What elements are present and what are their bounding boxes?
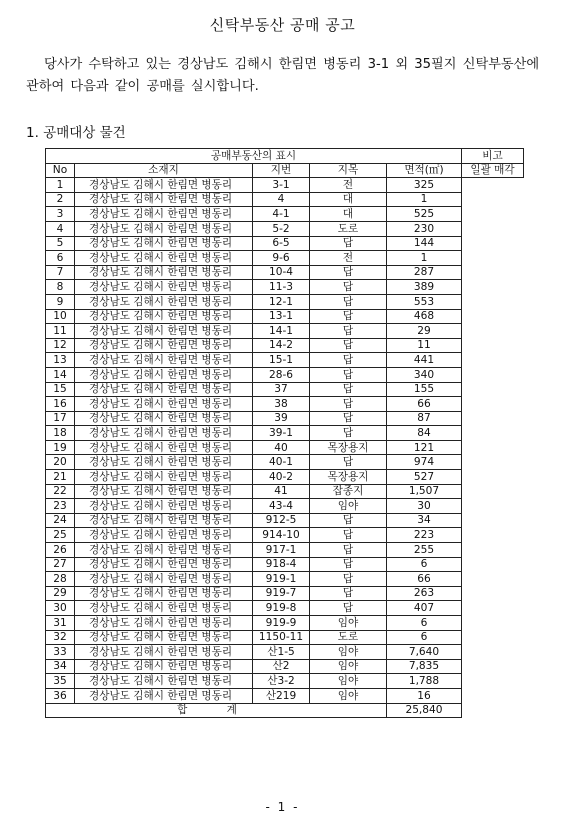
table-row — [46, 397, 524, 412]
row-number: 5 — [46, 236, 75, 251]
row-number: 8 — [46, 280, 75, 295]
row-area: 6 — [387, 630, 462, 645]
table-row — [46, 528, 524, 543]
row-location: 경상남도 김해시 한림면 병동리 — [75, 645, 253, 660]
row-area: 389 — [387, 280, 462, 295]
property-rows — [46, 178, 524, 703]
row-number: 6 — [46, 251, 75, 266]
row-land-type: 답 — [310, 397, 387, 412]
row-lot-number: 10-4 — [253, 265, 310, 280]
row-area: 87 — [387, 411, 462, 426]
row-lot-number: 919-8 — [253, 601, 310, 616]
remarks-cell: 일괄 매각 — [462, 163, 524, 178]
row-area: 1 — [387, 192, 462, 207]
row-number: 9 — [46, 294, 75, 309]
row-area: 6 — [387, 616, 462, 631]
table-row — [46, 616, 524, 631]
remarks-header: 비고 — [462, 149, 524, 164]
table-row — [46, 221, 524, 236]
row-lot-number: 919-1 — [253, 572, 310, 587]
table-row — [46, 630, 524, 645]
total-label-cell — [46, 703, 387, 718]
column-header-area: 면적(㎡) — [387, 163, 462, 178]
row-land-type: 임야 — [310, 688, 387, 703]
row-lot-number: 43-4 — [253, 499, 310, 514]
row-land-type: 답 — [310, 265, 387, 280]
section-heading: 1. 공매대상 물건 — [26, 125, 126, 141]
row-location: 경상남도 김해시 한림면 병동리 — [75, 309, 253, 324]
row-lot-number: 28-6 — [253, 367, 310, 382]
row-location: 경상남도 김해시 한림면 병동리 — [75, 397, 253, 412]
row-land-type: 답 — [310, 382, 387, 397]
row-lot-number: 1150-11 — [253, 630, 310, 645]
row-location: 경상남도 김해시 한림면 병동리 — [75, 251, 253, 266]
row-lot-number: 40-2 — [253, 470, 310, 485]
row-land-type: 목장용지 — [310, 440, 387, 455]
row-location: 경상남도 김해시 한림면 병동리 — [75, 207, 253, 222]
row-location: 경상남도 김해시 한림면 병동리 — [75, 353, 253, 368]
row-location: 경상남도 김해시 한림면 병동리 — [75, 294, 253, 309]
row-location: 경상남도 김해시 한림면 병동리 — [75, 630, 253, 645]
row-area: 1 — [387, 251, 462, 266]
row-location: 경상남도 김해시 한림면 병동리 — [75, 513, 253, 528]
row-area: 34 — [387, 513, 462, 528]
row-lot-number: 41 — [253, 484, 310, 499]
row-number: 13 — [46, 353, 75, 368]
row-area: 11 — [387, 338, 462, 353]
row-lot-number: 11-3 — [253, 280, 310, 295]
group-header: 공매부동산의 표시 — [46, 149, 462, 164]
row-land-type: 답 — [310, 543, 387, 558]
table-row — [46, 674, 524, 689]
table-row — [46, 513, 524, 528]
row-number: 24 — [46, 513, 75, 528]
row-number: 14 — [46, 367, 75, 382]
total-label: 합 계 — [177, 704, 255, 717]
table-row — [46, 659, 524, 674]
table-row — [46, 484, 524, 499]
row-number: 31 — [46, 616, 75, 631]
row-lot-number: 12-1 — [253, 294, 310, 309]
row-number: 7 — [46, 265, 75, 280]
row-location: 경상남도 김해시 한림면 병동리 — [75, 338, 253, 353]
row-number: 2 — [46, 192, 75, 207]
row-land-type: 답 — [310, 353, 387, 368]
row-land-type: 답 — [310, 557, 387, 572]
row-location: 경상남도 김해시 한림면 병동리 — [75, 543, 253, 558]
row-area: 6 — [387, 557, 462, 572]
row-location: 경상남도 김해시 한림면 병동리 — [75, 236, 253, 251]
row-area: 230 — [387, 221, 462, 236]
table-row — [46, 353, 524, 368]
row-location: 경상남도 김해시 한림면 병동리 — [75, 601, 253, 616]
row-number: 16 — [46, 397, 75, 412]
row-location: 경상남도 김해시 한림면 병동리 — [75, 557, 253, 572]
row-land-type: 답 — [310, 426, 387, 441]
row-area: 66 — [387, 572, 462, 587]
table-row — [46, 440, 524, 455]
row-location: 경상남도 김해시 한림면 병동리 — [75, 178, 253, 193]
row-lot-number: 13-1 — [253, 309, 310, 324]
row-area: 84 — [387, 426, 462, 441]
row-area: 66 — [387, 397, 462, 412]
column-header-location: 소재지 — [75, 163, 253, 178]
row-land-type: 도로 — [310, 221, 387, 236]
row-number: 34 — [46, 659, 75, 674]
row-location: 경상남도 김해시 한림면 병동리 — [75, 324, 253, 339]
row-location: 경상남도 김해시 한림면 병동리 — [75, 426, 253, 441]
row-lot-number: 6-5 — [253, 236, 310, 251]
row-lot-number: 5-2 — [253, 221, 310, 236]
row-location: 경상남도 김해시 한림면 병동리 — [75, 616, 253, 631]
row-land-type: 임야 — [310, 674, 387, 689]
row-number: 26 — [46, 543, 75, 558]
row-lot-number: 917-1 — [253, 543, 310, 558]
row-area: 553 — [387, 294, 462, 309]
row-number: 20 — [46, 455, 75, 470]
row-area: 7,835 — [387, 659, 462, 674]
row-lot-number: 4-1 — [253, 207, 310, 222]
table-row — [46, 688, 524, 703]
row-land-type: 전 — [310, 251, 387, 266]
row-number: 33 — [46, 645, 75, 660]
row-lot-number: 15-1 — [253, 353, 310, 368]
row-number: 25 — [46, 528, 75, 543]
row-number: 30 — [46, 601, 75, 616]
row-lot-number: 919-9 — [253, 616, 310, 631]
row-land-type: 답 — [310, 572, 387, 587]
row-area: 144 — [387, 236, 462, 251]
row-lot-number: 918-4 — [253, 557, 310, 572]
row-area: 287 — [387, 265, 462, 280]
table-row — [46, 367, 524, 382]
row-number: 36 — [46, 688, 75, 703]
row-number: 11 — [46, 324, 75, 339]
row-location: 경상남도 김해시 한림면 병동리 — [75, 192, 253, 207]
row-area: 1,507 — [387, 484, 462, 499]
row-area: 974 — [387, 455, 462, 470]
row-area: 155 — [387, 382, 462, 397]
row-lot-number: 9-6 — [253, 251, 310, 266]
table-row — [46, 601, 524, 616]
total-row — [46, 703, 524, 718]
row-area: 255 — [387, 543, 462, 558]
row-lot-number: 산1-5 — [253, 645, 310, 660]
row-area: 29 — [387, 324, 462, 339]
row-area: 325 — [387, 178, 462, 193]
row-land-type: 임야 — [310, 616, 387, 631]
row-land-type: 대 — [310, 192, 387, 207]
row-land-type: 답 — [310, 455, 387, 470]
table-row — [46, 645, 524, 660]
row-land-type: 답 — [310, 367, 387, 382]
row-land-type: 답 — [310, 338, 387, 353]
row-lot-number: 3-1 — [253, 178, 310, 193]
row-location: 경상남도 김해시 한림면 병동리 — [75, 470, 253, 485]
property-table — [45, 148, 524, 718]
row-location: 경상남도 김해시 한림면 병동리 — [75, 528, 253, 543]
intro-paragraph: 당사가 수탁하고 있는 경상남도 김해시 한림면 병동리 3-1 외 35필지 신탁부동산에 관하여 다음과 같이 공매를 실시합니다. — [26, 57, 540, 94]
table-row — [46, 207, 524, 222]
row-land-type: 대 — [310, 207, 387, 222]
row-number: 4 — [46, 221, 75, 236]
row-area: 527 — [387, 470, 462, 485]
row-lot-number: 38 — [253, 397, 310, 412]
row-land-type: 답 — [310, 411, 387, 426]
row-number: 15 — [46, 382, 75, 397]
row-lot-number: 산3-2 — [253, 674, 310, 689]
table-row — [46, 470, 524, 485]
row-area: 30 — [387, 499, 462, 514]
row-location: 경상남도 김해시 한림면 병동리 — [75, 674, 253, 689]
row-lot-number: 37 — [253, 382, 310, 397]
row-area: 525 — [387, 207, 462, 222]
row-number: 32 — [46, 630, 75, 645]
row-land-type: 답 — [310, 280, 387, 295]
row-area: 441 — [387, 353, 462, 368]
row-area: 7,640 — [387, 645, 462, 660]
row-land-type: 답 — [310, 324, 387, 339]
row-lot-number: 40-1 — [253, 455, 310, 470]
row-land-type: 임야 — [310, 645, 387, 660]
row-number: 10 — [46, 309, 75, 324]
row-lot-number: 912-5 — [253, 513, 310, 528]
row-number: 17 — [46, 411, 75, 426]
table-row — [46, 178, 524, 193]
row-location: 경상남도 김해시 한림면 병동리 — [75, 221, 253, 236]
row-land-type: 답 — [310, 601, 387, 616]
table-row — [46, 455, 524, 470]
row-land-type: 도로 — [310, 630, 387, 645]
table-row — [46, 557, 524, 572]
table-row — [46, 324, 524, 339]
table-row — [46, 309, 524, 324]
table-row — [46, 543, 524, 558]
row-location: 경상남도 김해시 한림면 병동리 — [75, 367, 253, 382]
row-lot-number: 14-2 — [253, 338, 310, 353]
table-row — [46, 426, 524, 441]
row-lot-number: 39 — [253, 411, 310, 426]
column-header-land-type: 지목 — [310, 163, 387, 178]
table-row — [46, 192, 524, 207]
row-location: 경상남도 김해시 한림면 명동리 — [75, 688, 253, 703]
table-row — [46, 280, 524, 295]
table-row — [46, 382, 524, 397]
row-area: 16 — [387, 688, 462, 703]
row-land-type: 답 — [310, 528, 387, 543]
row-number: 27 — [46, 557, 75, 572]
row-land-type: 답 — [310, 513, 387, 528]
row-lot-number: 39-1 — [253, 426, 310, 441]
row-number: 12 — [46, 338, 75, 353]
row-area: 407 — [387, 601, 462, 616]
row-location: 경상남도 김해시 한림면 병동리 — [75, 411, 253, 426]
row-land-type: 잡종지 — [310, 484, 387, 499]
row-area: 468 — [387, 309, 462, 324]
row-land-type: 답 — [310, 236, 387, 251]
row-location: 경상남도 김해시 한림면 병동리 — [75, 499, 253, 514]
row-number: 28 — [46, 572, 75, 587]
table-row — [46, 265, 524, 280]
row-lot-number: 산219 — [253, 688, 310, 703]
row-number: 3 — [46, 207, 75, 222]
row-land-type: 목장용지 — [310, 470, 387, 485]
row-number: 19 — [46, 440, 75, 455]
row-lot-number: 4 — [253, 192, 310, 207]
row-location: 경상남도 김해시 한림면 병동리 — [75, 455, 253, 470]
row-lot-number: 산2 — [253, 659, 310, 674]
table-row — [46, 572, 524, 587]
row-land-type: 임야 — [310, 499, 387, 514]
row-location: 경상남도 김해시 한림면 병동리 — [75, 659, 253, 674]
row-lot-number: 914-10 — [253, 528, 310, 543]
row-area: 340 — [387, 367, 462, 382]
row-land-type: 답 — [310, 309, 387, 324]
row-land-type: 답 — [310, 586, 387, 601]
table-row — [46, 236, 524, 251]
row-location: 경상남도 김해시 한림면 병동리 — [75, 572, 253, 587]
row-location: 경상남도 김해시 한림면 병동리 — [75, 586, 253, 601]
row-area: 121 — [387, 440, 462, 455]
page-number: - 1 - — [265, 800, 300, 814]
row-number: 18 — [46, 426, 75, 441]
column-header-lot: 지번 — [253, 163, 310, 178]
row-number: 35 — [46, 674, 75, 689]
row-land-type: 임야 — [310, 659, 387, 674]
table-row — [46, 294, 524, 309]
total-area: 25,840 — [387, 703, 462, 718]
table-row — [46, 411, 524, 426]
row-number: 22 — [46, 484, 75, 499]
row-land-type: 답 — [310, 294, 387, 309]
row-location: 경상남도 김해시 한림면 병동리 — [75, 440, 253, 455]
row-number: 23 — [46, 499, 75, 514]
row-area: 263 — [387, 586, 462, 601]
row-number: 1 — [46, 178, 75, 193]
table-row — [46, 338, 524, 353]
table-row — [46, 586, 524, 601]
row-area: 223 — [387, 528, 462, 543]
document-title: 신탁부동산 공매 공고 — [209, 16, 356, 34]
row-location: 경상남도 김해시 한림면 병동리 — [75, 382, 253, 397]
row-location: 경상남도 김해시 한림면 병동리 — [75, 265, 253, 280]
row-number: 21 — [46, 470, 75, 485]
table-row — [46, 499, 524, 514]
row-lot-number: 919-7 — [253, 586, 310, 601]
table-row — [46, 251, 524, 266]
column-header-no: No — [46, 163, 75, 178]
row-land-type: 전 — [310, 178, 387, 193]
row-area: 1,788 — [387, 674, 462, 689]
row-location: 경상남도 김해시 한림면 병동리 — [75, 484, 253, 499]
row-lot-number: 40 — [253, 440, 310, 455]
row-lot-number: 14-1 — [253, 324, 310, 339]
row-location: 경상남도 김해시 한림면 병동리 — [75, 280, 253, 295]
row-number: 29 — [46, 586, 75, 601]
